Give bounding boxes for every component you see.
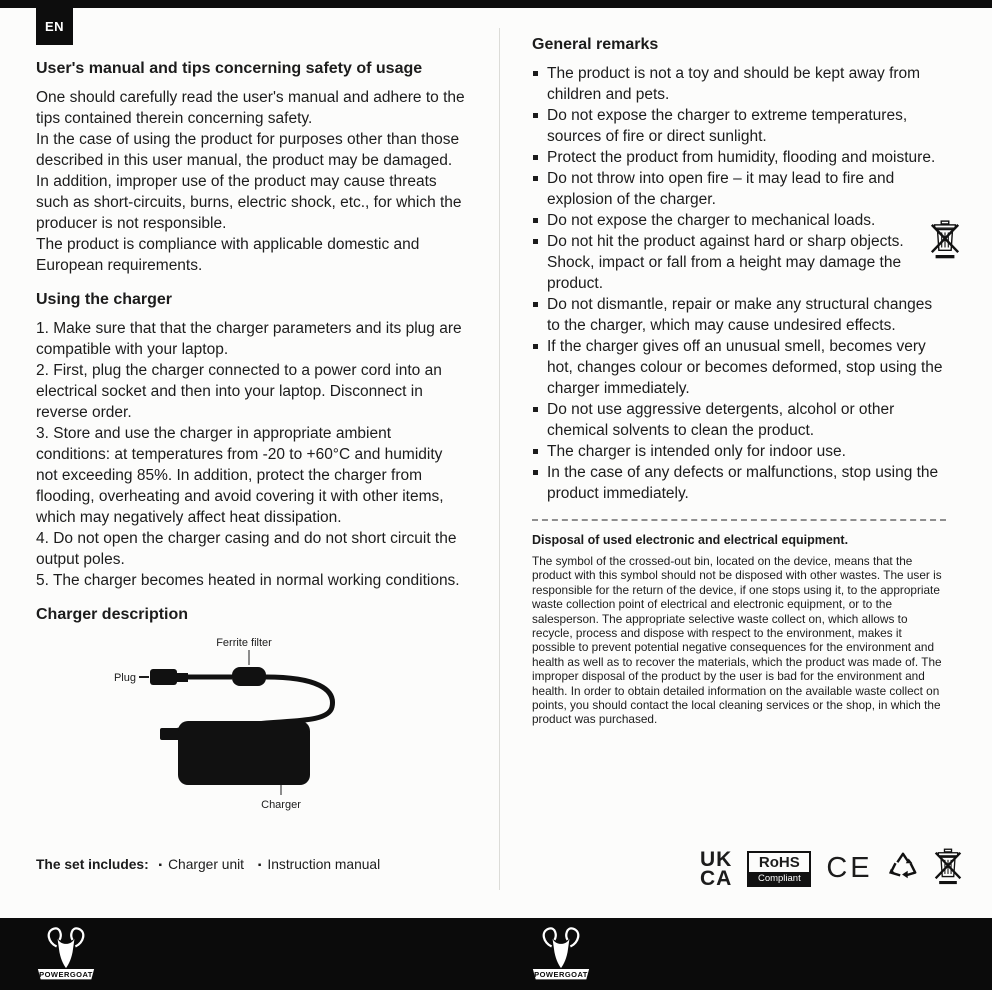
recycle-icon — [888, 851, 918, 886]
remark-item: Do not dismantle, repair or make any structural changes to the charger, which may cause undesired effects. — [532, 294, 946, 336]
ferrite-filter-label: Ferrite filter — [216, 637, 272, 649]
ce-mark: CE — [826, 852, 873, 884]
disposal-section-body: The symbol of the crossed-out bin, located on the device, means that the product with this symbol should not be disposed with other wastes. The user is responsible for the return of the device, if one stops using it, to the appropriate waste collection point of electrical and electronic equipment, or to the salesperson. The appropriate selective waste collect on, which allows to recycle, process and dispose with respect to the environment, makes it possible to prevent potential negative consequences for the environment and health as well as to recover the materials, which the product was made of. The improper disposal of the product by the user is bad for the environment and health. In order to obtain detailed information on the available waste collect on points, you should contact the local cleaning services or the shop, in which the product was purchased. — [532, 554, 942, 727]
remark-item: Do not hit the product against hard or sharp objects. Shock, impact or fall from a height may damage the product. — [532, 231, 946, 294]
usage-step-3: 3. Store and use the charger in appropriate ambient conditions: at temperatures from -20 to +60°C and humidity not exceeding 85%. In addition, protect the charger from flooding, overheating and avoid covering it with other items, which may negatively affect heat dissipation. — [36, 425, 444, 526]
powergoat-logo — [36, 923, 96, 985]
right-column — [532, 34, 946, 727]
set-includes-label: The set includes: — [36, 857, 149, 872]
description-section-title: Charger description — [36, 606, 189, 623]
usage-step-1: 1. Make sure that that the charger parameters and its plug are compatible with your laptop. — [36, 320, 462, 358]
weee-crossed-bin-icon — [933, 845, 963, 892]
remark-item: Do not expose the charger to extreme temperatures, sources of fire or direct sunlight. — [532, 105, 946, 147]
weee-crossed-bin-icon — [929, 217, 961, 266]
usage-step-2: 2. First, plug the charger connected to a power cord into an electrical socket and then into your laptop. Disconnect in reverse order. — [36, 362, 442, 421]
remark-item: Protect the product from humidity, flooding and moisture. — [532, 147, 946, 168]
usage-steps — [36, 318, 468, 591]
column-divider — [499, 28, 500, 890]
charger-diagram-drawing — [84, 633, 436, 813]
plug-label: Plug — [113, 672, 136, 684]
usage-section-title: Using the charger — [36, 291, 173, 308]
remarks-list — [532, 63, 946, 504]
ukca-bottom-text: CA — [700, 866, 733, 890]
set-includes-line — [36, 857, 390, 872]
ferrite-filter-shape — [232, 667, 266, 686]
certification-marks — [700, 845, 963, 892]
left-column — [36, 58, 468, 813]
footer-bar — [0, 918, 992, 990]
safety-paragraph-3: The product is compliance with applicable domestic and European requirements. — [36, 236, 420, 274]
top-edge-bar — [0, 0, 992, 8]
dashed-divider — [532, 519, 946, 521]
ukca-top-text: UK — [700, 847, 733, 871]
rohs-name: RoHS — [758, 853, 800, 871]
powergoat-logo — [531, 923, 591, 985]
charger-diagram — [84, 633, 436, 813]
remark-item: The charger is intended only for indoor use. — [532, 441, 946, 462]
remark-item: The product is not a toy and should be kept away from children and pets. — [532, 63, 946, 105]
remark-item: Do not throw into open fire – it may lead to fire and explosion of the charger. — [532, 168, 946, 210]
usage-step-5: 5. The charger becomes heated in normal working conditions. — [36, 572, 460, 589]
language-badge: EN — [36, 8, 73, 45]
dc-connector-shape — [160, 728, 180, 740]
set-includes-item: ▪ Instruction manual — [258, 857, 380, 872]
remark-item: Do not use aggressive detergents, alcohol or other chemical solvents to clean the product. — [532, 399, 946, 441]
remark-item: If the charger gives off an unusual smell, becomes very hot, changes colour or becomes deformed, stop using the charger immediately. — [532, 336, 946, 399]
remark-item: In the case of any defects or malfunctions, stop using the product immediately. — [532, 462, 946, 504]
powergoat-logo-text: POWERGOAT — [39, 969, 93, 979]
usage-step-4: 4. Do not open the charger casing and do not short circuit the output poles. — [36, 530, 457, 568]
remark-item: Do not expose the charger to mechanical loads. — [532, 210, 946, 231]
disposal-section-title: Disposal of used electronic and electrical equipment. — [532, 533, 849, 547]
safety-paragraphs — [36, 87, 468, 276]
safety-paragraph-2: In the case of using the product for purposes other than those described in this user manual, the product may be damaged. In addition, improper use of the product may cause threats such as short-circuits, burns, electric shock, etc., for which the producer is not responsible. — [36, 131, 462, 232]
plug-shape — [150, 669, 177, 685]
rohs-compliant-text: Compliant — [749, 872, 809, 885]
safety-paragraph-1: One should carefully read the user's manual and adhere to the tips contained therein concerning safety. — [36, 89, 465, 127]
safety-section-title: User's manual and tips concerning safety of usage — [36, 60, 423, 77]
remarks-section-title: General remarks — [532, 36, 659, 53]
charger-body-shape — [178, 721, 310, 785]
ukca-mark — [700, 847, 733, 890]
charger-label: Charger — [261, 799, 301, 811]
set-includes-item: ▪ Charger unit — [159, 857, 244, 872]
powergoat-logo-text: POWERGOAT — [534, 969, 588, 979]
rohs-mark — [747, 851, 811, 887]
